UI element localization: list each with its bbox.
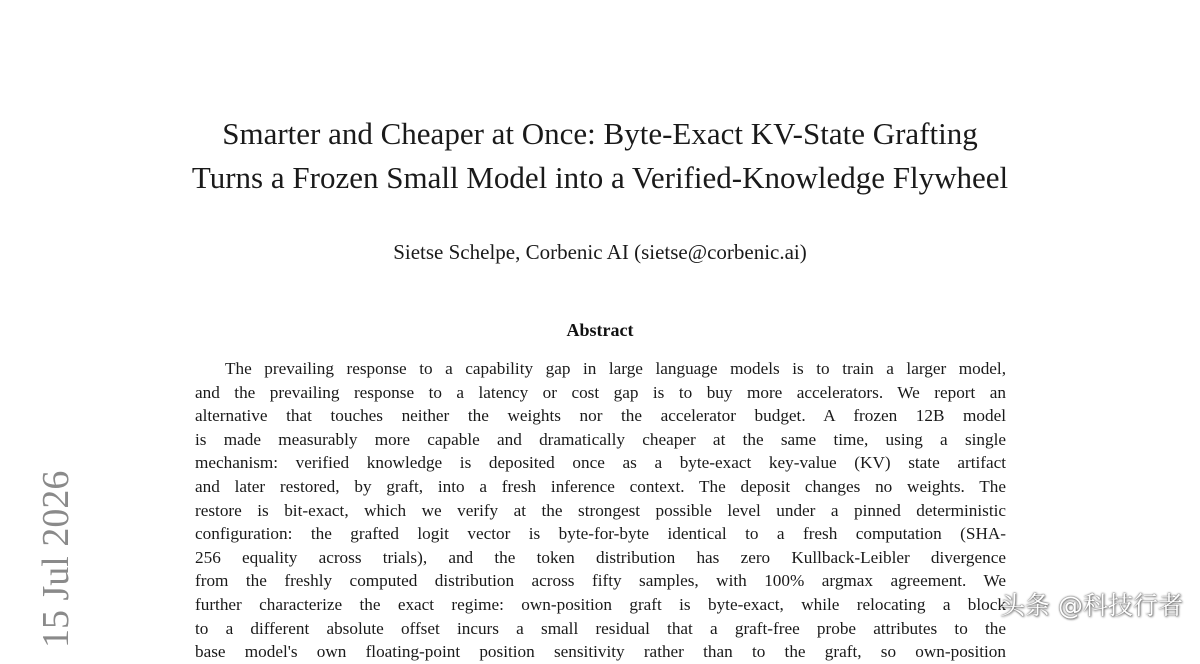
abstract-line: base model's own floating-point position sensitivity rather than to the graft, so own-position — [195, 642, 1006, 662]
abstract-line: and later restored, by graft, into a fresh inference context. The deposit changes no weights. The — [195, 476, 1006, 496]
abstract-line: further characterize the exact regime: own-position graft is byte-exact, while relocating a block — [195, 594, 1006, 614]
abstract-line: alternative that touches neither the weights nor the accelerator budget. A frozen 12B model — [195, 406, 1006, 426]
abstract-line: restore is bit-exact, which we verify at the strongest possible level under a pinned deterministic — [195, 500, 1006, 520]
author-line: Sietse Schelpe, Corbenic AI (sietse@corbenic.ai) — [393, 240, 807, 264]
title-line: Turns a Frozen Small Model into a Verified-Knowledge Flywheel — [191, 160, 1009, 195]
arxiv-side-stamp: 15 Jul 2026 — [35, 470, 77, 648]
abstract-line: to a different absolute offset incurs a small residual that a graft-free probe attributes to the — [195, 618, 1006, 638]
abstract-line: configuration: the grafted logit vector is byte-for-byte identical to a fresh computation (SHA- — [195, 524, 1006, 544]
abstract-heading: Abstract — [566, 320, 634, 340]
abstract-line: 256 equality across trials), and the token distribution has zero Kullback-Leibler divergence — [195, 547, 1006, 567]
abstract-line: and the prevailing response to a latency or cost gap is to buy more accelerators. We report an — [195, 382, 1006, 402]
source-watermark: 头条 @科技行者 — [1000, 591, 1183, 620]
paper-title — [100, 112, 1100, 200]
abstract-line: from the freshly computed distribution across fifty samples, with 100% argmax agreement. We — [195, 571, 1006, 591]
abstract-line: mechanism: verified knowledge is deposited once as a byte-exact key-value (KV) state artifact — [195, 453, 1006, 473]
title-line: Smarter and Cheaper at Once: Byte-Exact KV-State Grafting — [222, 116, 978, 151]
abstract-line: The prevailing response to a capability gap in large language models is to train a larger model, — [225, 359, 1006, 378]
abstract-body — [195, 357, 1006, 664]
abstract-line: is made measurably more capable and dramatically cheaper at the same time, using a single — [195, 429, 1006, 449]
